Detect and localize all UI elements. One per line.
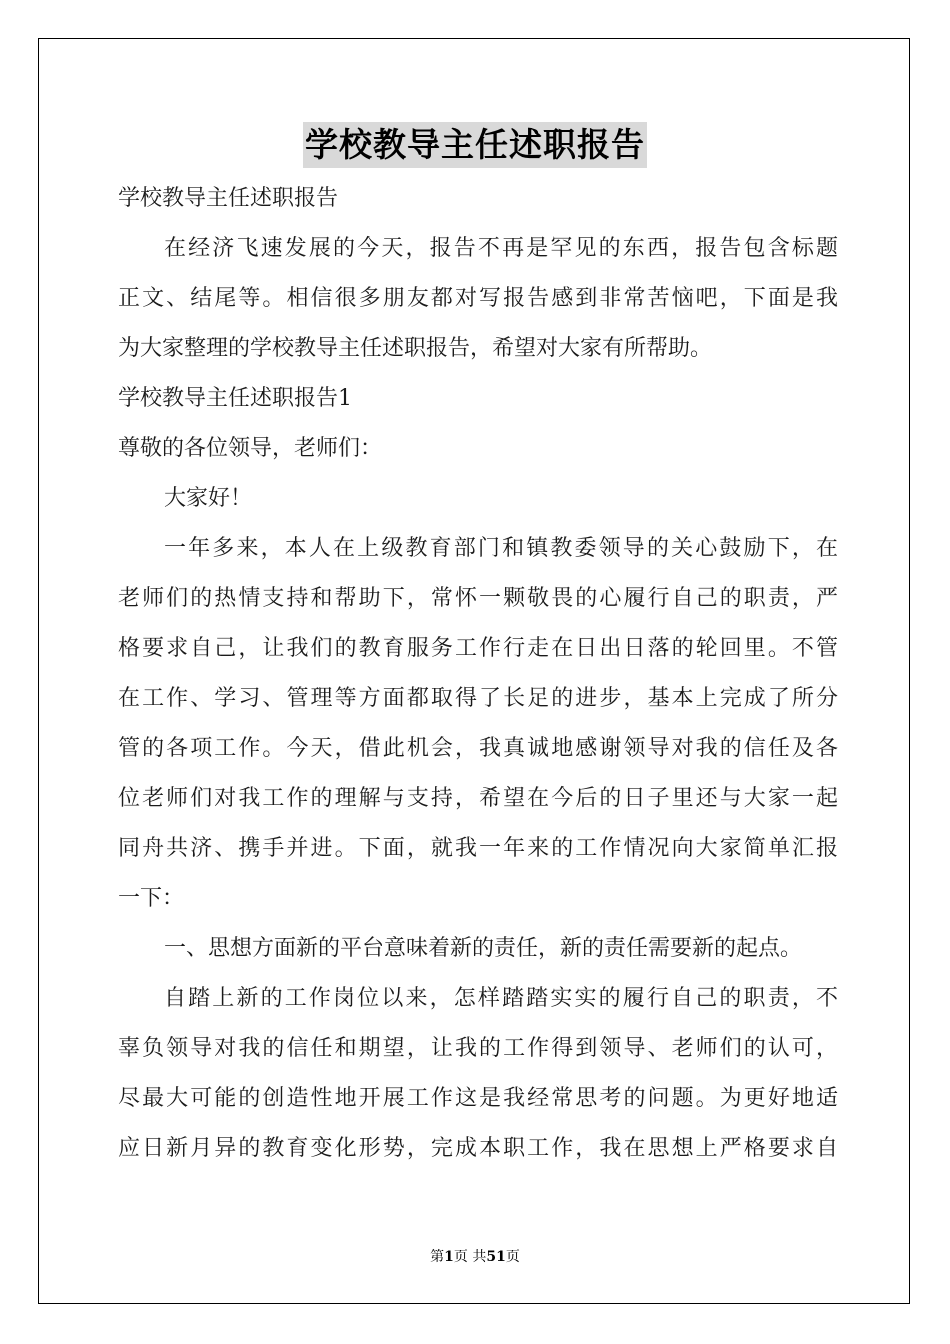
- text-line: 在经济飞速发展的今天，报告不再是罕见的东西，报告包含标题: [164, 236, 838, 261]
- title-container: [0, 122, 950, 168]
- text-line: 格要求自己，让我们的教育服务工作行走在日出日落的轮回里。不管: [118, 636, 838, 661]
- text-line: 位老师们对我工作的理解与支持，希望在今后的日子里还与大家一起: [118, 786, 838, 811]
- text-line: 在工作、学习、管理等方面都取得了长足的进步，基本上完成了所分: [118, 686, 838, 711]
- footer-suffix: 页: [505, 1249, 520, 1265]
- text-line: 学校教导主任述职报告: [118, 186, 339, 211]
- text-line: 自踏上新的工作岗位以来，怎样踏踏实实的履行自己的职责，不: [164, 986, 838, 1011]
- footer-prefix: 第: [430, 1249, 445, 1265]
- text-line: 一、思想方面新的平台意味着新的责任，新的责任需要新的起点。: [164, 936, 803, 961]
- text-line: 老师们的热情支持和帮助下，常怀一颗敬畏的心履行自己的职责，严: [118, 586, 838, 611]
- text-line: 辜负领导对我的信任和期望，让我的工作得到领导、老师们的认可，: [118, 1036, 838, 1061]
- text-line: 学校教导主任述职报告1: [118, 386, 352, 411]
- document-body: [118, 174, 838, 1174]
- text-line: 一下：: [118, 886, 185, 911]
- text-line: 管的各项工作。今天，借此机会，我真诚地感谢领导对我的信任及各: [118, 736, 838, 761]
- text-line: 大家好！: [164, 486, 253, 511]
- text-line: 正文、结尾等。相信很多朋友都对写报告感到非常苦恼吧，下面是我: [118, 286, 838, 311]
- footer-total-pages: 51: [486, 1249, 506, 1265]
- document-title: 学校教导主任述职报告: [303, 122, 647, 168]
- text-line: 一年多来，本人在上级教育部门和镇教委领导的关心鼓励下，在: [164, 536, 838, 561]
- footer-page-number: 1: [444, 1249, 454, 1265]
- text-line: 尽最大可能的创造性地开展工作这是我经常思考的问题。为更好地适: [118, 1086, 838, 1111]
- text-line: 应日新月异的教育变化形势，完成本职工作，我在思想上严格要求自: [118, 1136, 838, 1161]
- footer-middle: 页 共: [453, 1249, 487, 1265]
- text-line: 为大家整理的学校教导主任述职报告，希望对大家有所帮助。: [118, 336, 713, 361]
- text-line: 同舟共济、携手并进。下面，就我一年来的工作情况向大家简单汇报: [118, 836, 838, 861]
- page-footer: [0, 1246, 950, 1266]
- text-line: 尊敬的各位领导，老师们：: [118, 436, 383, 461]
